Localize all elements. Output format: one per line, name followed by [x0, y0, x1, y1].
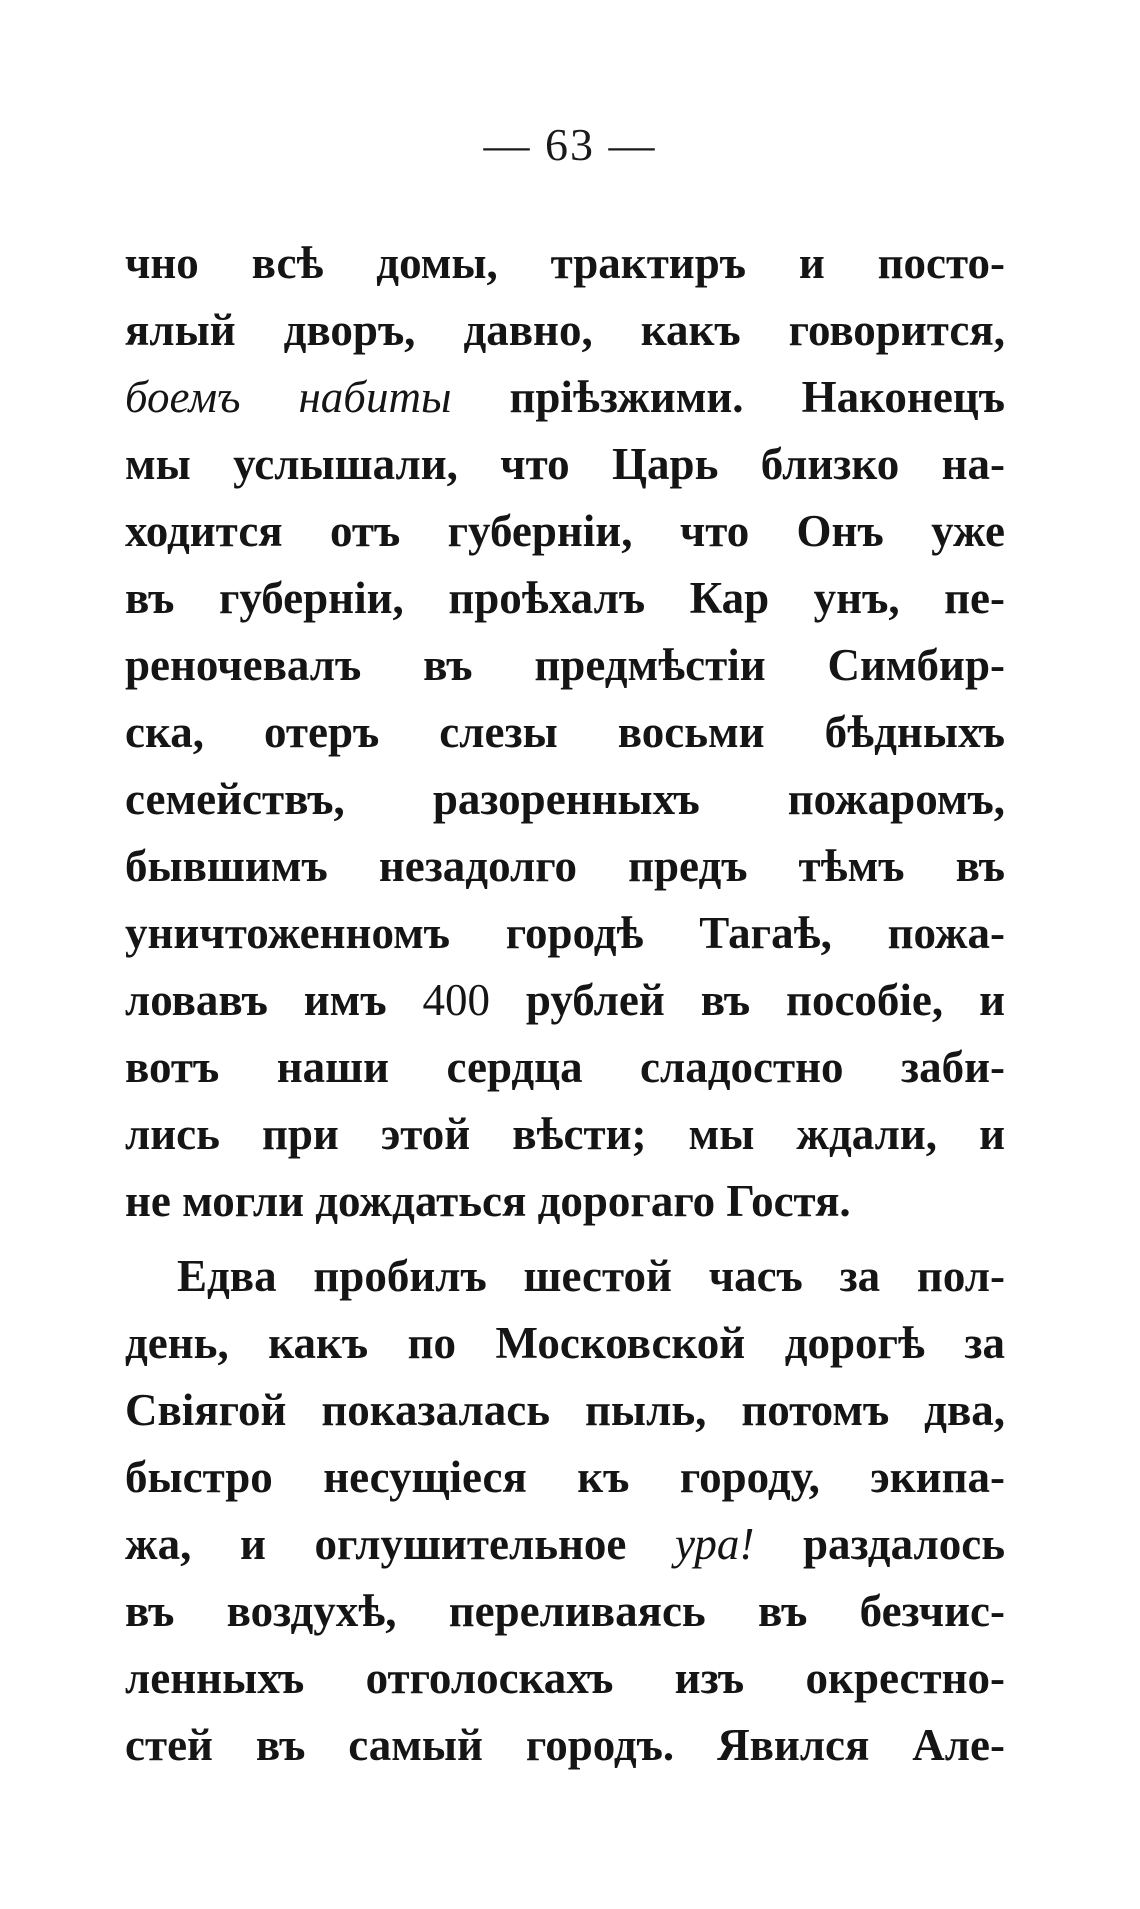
- text-line: уничтоженномъ городѣ Тагаѣ, пожа-: [125, 908, 1005, 958]
- text-line: ска, отеръ слезы восьми бѣдныхъ: [125, 707, 1005, 757]
- text-line: день, какъ по Московской дорогѣ за: [125, 1318, 1005, 1368]
- text-line: [125, 967, 1005, 1034]
- text-line: Свіягой показалась пыль, потомъ два,: [125, 1385, 1005, 1435]
- text-span: ловавъ имъ: [125, 975, 423, 1025]
- text-line: ялый дворъ, давно, какъ говорится,: [125, 305, 1005, 355]
- text-span: рублей въ пособіе, и: [490, 975, 1005, 1025]
- text-line: Едва пробилъ шестой часъ за пол-: [177, 1251, 1005, 1301]
- text-line: семействъ, разоренныхъ пожаромъ,: [125, 774, 1005, 824]
- text-line: вотъ наши сердца сладостно заби-: [125, 1042, 1005, 1092]
- text-line: въ воздухѣ, переливаясь въ безчис-: [125, 1586, 1005, 1636]
- text-line: въ губерніи, проѣхалъ Кар унъ, пе-: [125, 573, 1005, 623]
- text-line: мы услышали, что Царь близко на-: [125, 439, 1005, 489]
- italic-phrase: ура!: [675, 1519, 755, 1569]
- text-line: чно всѣ домы, трактиръ и посто-: [125, 238, 1005, 288]
- text-span: жа, и оглушительное: [125, 1519, 676, 1569]
- text-line: реночевалъ въ предмѣстіи Симбир-: [125, 640, 1005, 690]
- text-line: стей въ самый городъ. Явился Але-: [125, 1720, 1005, 1770]
- text-span: пріѣзжими. Наконецъ: [451, 372, 1005, 422]
- text-line: не могли дождаться дорогаго Гостя.: [125, 1176, 851, 1226]
- number-span: 400: [422, 975, 490, 1025]
- page-number: — 63 —: [483, 119, 657, 170]
- text-line: ленныхъ отголоскахъ изъ окрестно-: [125, 1653, 1005, 1703]
- text-line: [125, 364, 1005, 431]
- text-line: [125, 1511, 1005, 1578]
- text-span: раздалось: [754, 1519, 1005, 1569]
- text-line: ходится отъ губерніи, что Онъ уже: [125, 506, 1005, 556]
- text-line: бывшимъ незадолго предъ тѣмъ въ: [125, 841, 1005, 891]
- text-line: лись при этой вѣсти; мы ждали, и: [125, 1109, 1005, 1159]
- page-text: [125, 230, 1005, 1779]
- text-line: быстро несущіеся къ городу, экипа-: [125, 1452, 1005, 1502]
- italic-phrase: боемъ набиты: [125, 372, 452, 422]
